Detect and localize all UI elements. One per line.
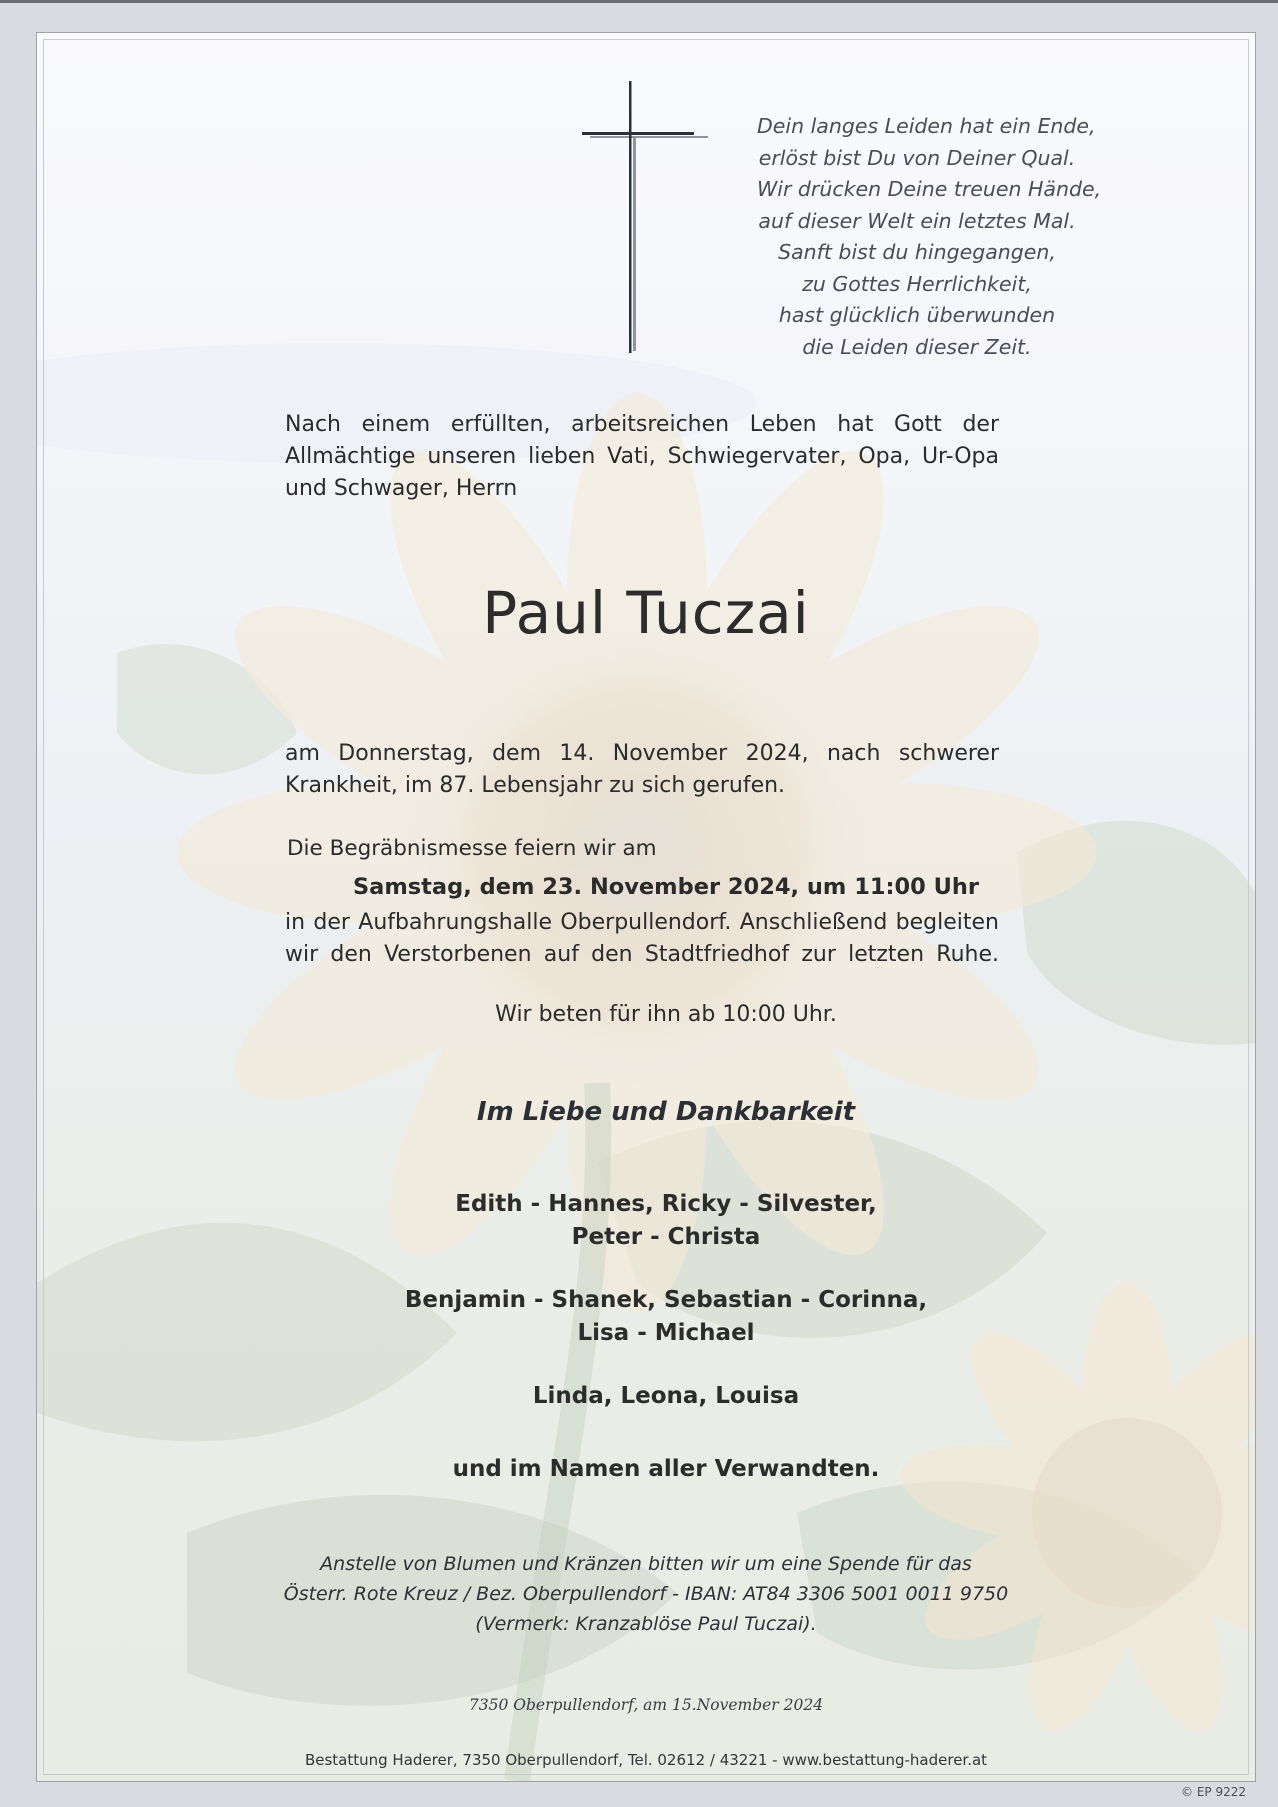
poem-line: hast glücklich überwunden xyxy=(778,303,1056,327)
cross-icon xyxy=(570,77,710,357)
donation-line: Österr. Rote Kreuz / Bez. Oberpullendorf - IBAN: AT84 3306 5001 0011 9750 xyxy=(283,1583,1009,1605)
obituary-sheet xyxy=(36,32,1256,1782)
donation-line: (Vermerk: Kranzablöse Paul Tuczai). xyxy=(475,1613,817,1635)
mourner-group xyxy=(77,1380,1255,1413)
poem-line: zu Gottes Herrlichkeit, xyxy=(802,271,1032,296)
poem-line: erlöst bist Du von Deiner Qual. xyxy=(758,145,1076,170)
death-notice: am Donnerstag, dem 14. November 2024, nach schwerer Krankheit, im 87. Lebensjahr zu sich gerufen. xyxy=(285,741,999,798)
scan-top-edge xyxy=(0,0,1278,3)
mourner-line: Peter - Christa xyxy=(571,1224,761,1250)
memorial-poem xyxy=(757,111,1102,363)
poem-line: die Leiden dieser Zeit. xyxy=(802,334,1032,359)
mourner-line: Lisa - Michael xyxy=(577,1320,755,1346)
place-date: 7350 Oberpullendorf, am 15.November 2024 xyxy=(468,1696,824,1714)
service-intro: Die Begräbnismesse feiern wir am xyxy=(287,836,657,861)
mourner-group xyxy=(77,1188,1255,1254)
mourner-line: Linda, Leona, Louisa xyxy=(532,1383,800,1409)
poem-line: auf dieser Welt ein letztes Mal. xyxy=(758,208,1076,233)
love-line: Im Liebe und Dankbarkeit xyxy=(476,1097,856,1127)
mourners-list xyxy=(37,1188,1255,1486)
template-code: © EP 9222 xyxy=(1181,1785,1246,1799)
deceased-name: Paul Tuczai xyxy=(482,579,810,647)
prayer-time: Wir beten für ihn ab 10:00 Uhr. xyxy=(495,1002,837,1027)
relatives-line: und im Namen aller Verwandten. xyxy=(452,1456,880,1482)
donation-line: Anstelle von Blumen und Kränzen bitten wir um eine Spende für das xyxy=(320,1553,972,1575)
poem-line: Sanft bist du hingegangen, xyxy=(778,240,1056,264)
service-place: in der Aufbahrungshalle Oberpullendorf. Anschließend begleiten wir den Verstorbenen auf den Stadtfriedhof zur letzten Ruhe. xyxy=(285,910,999,967)
poem-line: Dein langes Leiden hat ein Ende, xyxy=(757,114,1096,138)
mourner-group xyxy=(77,1284,1255,1350)
intro-text: Nach einem erfüllten, arbeitsreichen Leben hat Gott der Allmächtige unseren lieben Vati, Schwiegervater, Opa, Ur-Opa und Schwager, Herrn xyxy=(285,412,999,501)
service-date: Samstag, dem 23. November 2024, um 11:00 Uhr xyxy=(352,874,980,900)
poem-line: Wir drücken Deine treuen Hände, xyxy=(757,177,1102,201)
funeral-home-footer: Bestattung Haderer, 7350 Oberpullendorf, Tel. 02612 / 43221 - www.bestattung-haderer.at xyxy=(304,1751,988,1769)
mourner-line: Benjamin - Shanek, Sebastian - Corinna, xyxy=(404,1287,928,1313)
mourner-line: Edith - Hannes, Ricky - Silvester, xyxy=(455,1191,877,1217)
donation-request xyxy=(37,1549,1255,1639)
